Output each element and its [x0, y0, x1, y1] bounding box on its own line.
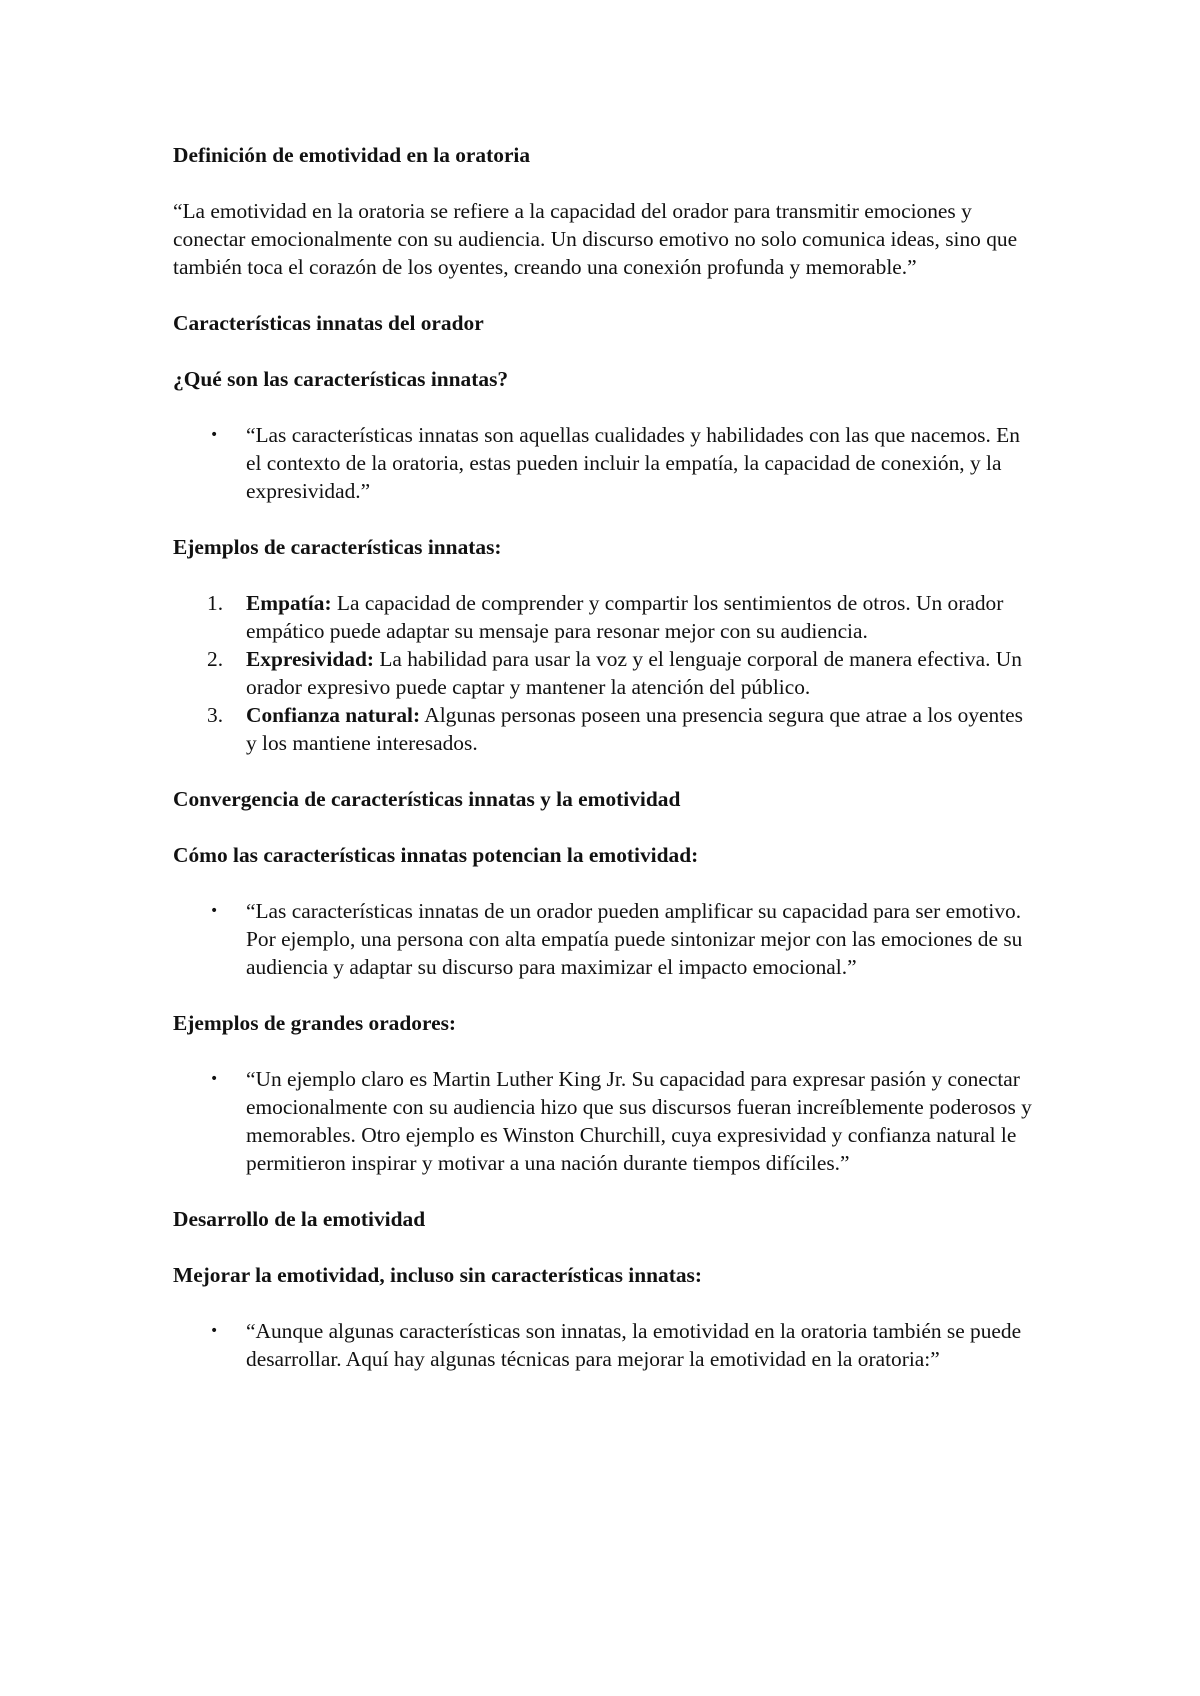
list-number: 1. [207, 591, 224, 615]
section-heading-convergencia: Convergencia de características innatas y la emotividad [173, 787, 681, 811]
definition-quote: “La emotividad en la oratoria se refiere a la capacidad del orador para transmitir emociones y conectar emocionalmente con su audiencia. Un discurso emotivo no solo comunica ideas, sino que también toca el corazón de los oyentes, creando una conexión profunda y memorable.” [173, 199, 1018, 279]
list-item-text: La habilidad para usar la voz y el lenguaje corporal de manera efectiva. Un orador expresivo puede captar y mantener la atención del público. [246, 647, 1022, 699]
list-item-text: “Aunque algunas características son innatas, la emotividad en la oratoria también se puede desarrollar. Aquí hay algunas técnicas para mejorar la emotividad en la oratoria:” [246, 1319, 1022, 1371]
list-item-text: Algunas personas poseen una presencia segura que atrae a los oyentes y los mantiene interesados. [246, 703, 1023, 755]
bullet-icon: • [210, 903, 219, 919]
subheading-grandes-oradores: Ejemplos de grandes oradores: [173, 1011, 457, 1035]
bullet-icon: • [210, 1071, 219, 1087]
section-heading-desarrollo: Desarrollo de la emotividad [173, 1207, 426, 1231]
numbered-list-ejemplos [173, 589, 1033, 757]
list-item [173, 645, 1033, 701]
list-number: 3. [207, 703, 224, 727]
subheading-que-son: ¿Qué son las características innatas? [173, 367, 509, 391]
list-item-text: La capacidad de comprender y compartir los sentimientos de otros. Un orador empático puede adaptar su mensaje para resonar mejor con su audiencia. [246, 591, 1004, 643]
list-item [173, 701, 1033, 757]
list-item-term: Empatía: [246, 591, 332, 615]
bullet-icon: • [210, 1323, 219, 1339]
list-item-term: Confianza natural: [246, 703, 421, 727]
list-item [173, 897, 1033, 981]
bullet-icon: • [210, 427, 219, 443]
bullet-list-oradores [173, 1065, 1033, 1177]
list-item [173, 1317, 1033, 1373]
bullet-list-mejorar [173, 1317, 1033, 1373]
subheading-ejemplos-innatas: Ejemplos de características innatas: [173, 535, 502, 559]
list-item-text: “Las características innatas de un orador pueden amplificar su capacidad para ser emotivo. Por ejemplo, una persona con alta empatía puede sintonizar mejor con las emociones de su audiencia y adaptar su discurso para maximizar el impacto emocional.” [246, 899, 1023, 979]
list-item [173, 1065, 1033, 1177]
section-heading-definicion: Definición de emotividad en la oratoria [173, 143, 531, 167]
list-item [173, 421, 1033, 505]
list-number: 2. [207, 647, 224, 671]
bullet-list-innatas [173, 421, 1033, 505]
list-item [173, 589, 1033, 645]
list-item-text: “Un ejemplo claro es Martin Luther King Jr. Su capacidad para expresar pasión y conectar emocionalmente con su audiencia hizo que sus discursos fueran increíblemente poderosos y memorables. Otro ejemplo es Winston Churchill, cuya expresividad y confianza natural le permitieron inspirar y motivar a una nación durante tiempos difíciles.” [246, 1067, 1032, 1175]
list-item-term: Expresividad: [246, 647, 374, 671]
subheading-como-potencian: Cómo las características innatas potencian la emotividad: [173, 843, 699, 867]
subheading-mejorar: Mejorar la emotividad, incluso sin características innatas: [173, 1263, 702, 1287]
list-item-text: “Las características innatas son aquellas cualidades y habilidades con las que nacemos. En el contexto de la oratoria, estas pueden incluir la empatía, la capacidad de conexión, y la expresividad.” [246, 423, 1020, 503]
document-body [173, 141, 1033, 1401]
section-heading-caracteristicas: Características innatas del orador [173, 311, 484, 335]
bullet-list-potencian [173, 897, 1033, 981]
